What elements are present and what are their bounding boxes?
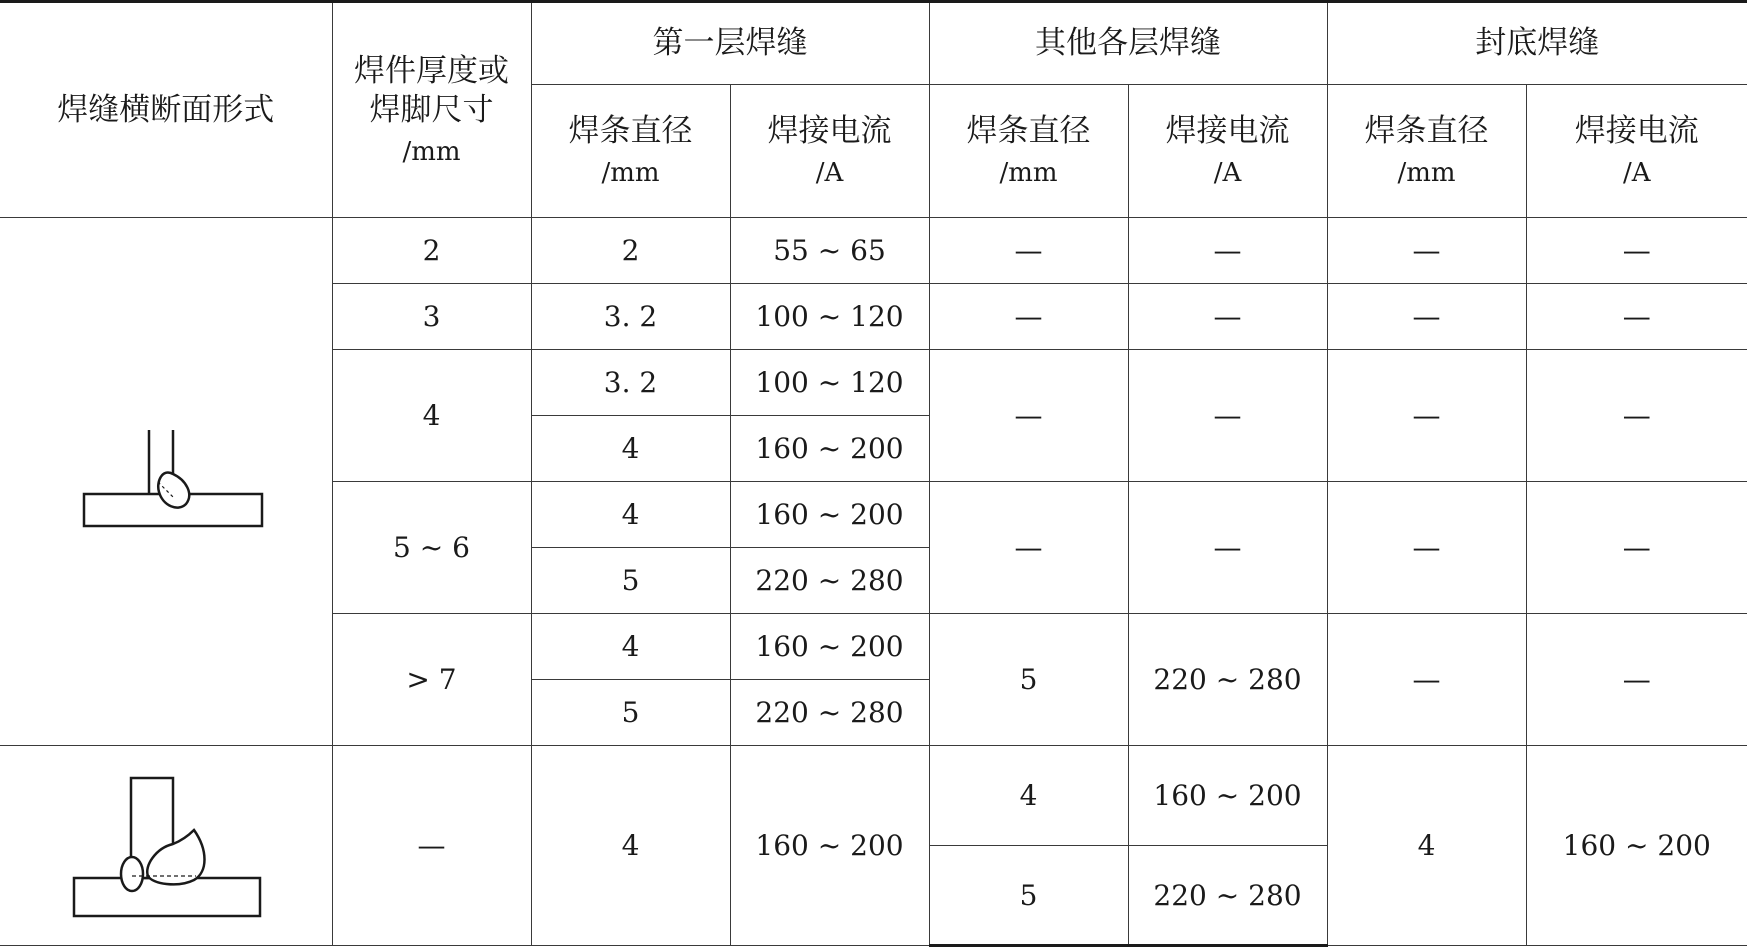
header-seal-diameter xyxy=(1327,85,1526,218)
diameter-label: 焊条直径 xyxy=(1364,113,1489,150)
current-label: 焊接电流 xyxy=(767,113,892,150)
header-thickness-line2: 焊脚尺寸 xyxy=(369,91,494,128)
current-label: 焊接电流 xyxy=(1574,113,1699,150)
thickness-cell: > 7 xyxy=(332,614,531,746)
seal-current-cell: — xyxy=(1526,350,1747,482)
first-diameter-cell: 4 xyxy=(531,746,730,946)
other-current-cell: — xyxy=(1128,284,1327,350)
header-thickness-unit: /mm xyxy=(402,136,461,167)
other-diameter-cell: — xyxy=(929,284,1128,350)
first-diameter-cell: 2 xyxy=(531,218,730,284)
other-current-cell: 160 ~ 200 xyxy=(1128,746,1327,846)
diameter-unit: /mm xyxy=(999,158,1058,189)
other-diameter-cell: 5 xyxy=(929,614,1128,746)
seal-diameter-cell: — xyxy=(1327,482,1526,614)
thickness-cell: — xyxy=(332,746,531,946)
header-other-layers: 其他各层焊缝 xyxy=(929,2,1327,85)
multipass-weld-diagram-cell xyxy=(0,746,332,946)
thickness-cell: 3 xyxy=(332,284,531,350)
multipass-weld-diagram xyxy=(66,766,266,926)
first-diameter-cell: 5 xyxy=(531,680,730,746)
seal-diameter-cell: — xyxy=(1327,218,1526,284)
first-diameter-cell: 3. 2 xyxy=(531,350,730,416)
other-diameter-cell: — xyxy=(929,482,1128,614)
other-current-cell: 220 ~ 280 xyxy=(1128,846,1327,946)
other-diameter-cell: 4 xyxy=(929,746,1128,846)
seal-current-cell: — xyxy=(1526,284,1747,350)
other-current-cell: — xyxy=(1128,482,1327,614)
seal-diameter-cell: — xyxy=(1327,614,1526,746)
other-diameter-cell: 5 xyxy=(929,846,1128,946)
seal-current-cell: — xyxy=(1526,218,1747,284)
diameter-unit: /mm xyxy=(1397,158,1456,189)
first-diameter-cell: 4 xyxy=(531,416,730,482)
current-unit: /A xyxy=(1213,158,1242,189)
table-row xyxy=(0,218,1747,284)
other-diameter-cell: — xyxy=(929,350,1128,482)
first-current-cell: 160 ~ 200 xyxy=(730,482,929,548)
header-thickness-line1: 焊件厚度或 xyxy=(354,53,509,89)
header-other-diameter xyxy=(929,85,1128,218)
thickness-cell: 5 ~ 6 xyxy=(332,482,531,614)
thickness-cell: 2 xyxy=(332,218,531,284)
other-current-cell: — xyxy=(1128,350,1327,482)
other-current-cell: — xyxy=(1128,218,1327,284)
first-diameter-cell: 4 xyxy=(531,482,730,548)
first-diameter-cell: 3. 2 xyxy=(531,284,730,350)
seal-current-cell: — xyxy=(1526,614,1747,746)
current-unit: /A xyxy=(815,158,844,189)
current-label: 焊接电流 xyxy=(1165,113,1290,150)
table-row xyxy=(0,746,1747,846)
diameter-unit: /mm xyxy=(601,158,660,189)
header-first-current xyxy=(730,85,929,218)
first-current-cell: 160 ~ 200 xyxy=(730,746,929,946)
diameter-label: 焊条直径 xyxy=(966,113,1091,150)
header-seal-current xyxy=(1526,85,1747,218)
first-current-cell: 100 ~ 120 xyxy=(730,350,929,416)
seal-diameter-cell: — xyxy=(1327,350,1526,482)
other-current-cell: 220 ~ 280 xyxy=(1128,614,1327,746)
header-first-diameter xyxy=(531,85,730,218)
header-thickness xyxy=(332,2,531,218)
header-other-current xyxy=(1128,85,1327,218)
diameter-label: 焊条直径 xyxy=(568,113,693,150)
first-diameter-cell: 4 xyxy=(531,614,730,680)
current-unit: /A xyxy=(1622,158,1651,189)
thickness-cell: 4 xyxy=(332,350,531,482)
fillet-weld-diagram xyxy=(66,422,266,542)
first-current-cell: 100 ~ 120 xyxy=(730,284,929,350)
first-current-cell: 160 ~ 200 xyxy=(730,416,929,482)
first-current-cell: 220 ~ 280 xyxy=(730,680,929,746)
first-current-cell: 160 ~ 200 xyxy=(730,614,929,680)
header-cross-section: 焊缝横断面形式 xyxy=(0,2,332,218)
fillet-weld-diagram-cell xyxy=(0,218,332,746)
first-diameter-cell: 5 xyxy=(531,548,730,614)
first-current-cell: 220 ~ 280 xyxy=(730,548,929,614)
seal-current-cell: 160 ~ 200 xyxy=(1526,746,1747,946)
header-sealing: 封底焊缝 xyxy=(1327,2,1747,85)
seal-diameter-cell: 4 xyxy=(1327,746,1526,946)
other-diameter-cell: — xyxy=(929,218,1128,284)
seal-current-cell: — xyxy=(1526,482,1747,614)
header-first-layer: 第一层焊缝 xyxy=(531,2,929,85)
seal-diameter-cell: — xyxy=(1327,284,1526,350)
first-current-cell: 55 ~ 65 xyxy=(730,218,929,284)
